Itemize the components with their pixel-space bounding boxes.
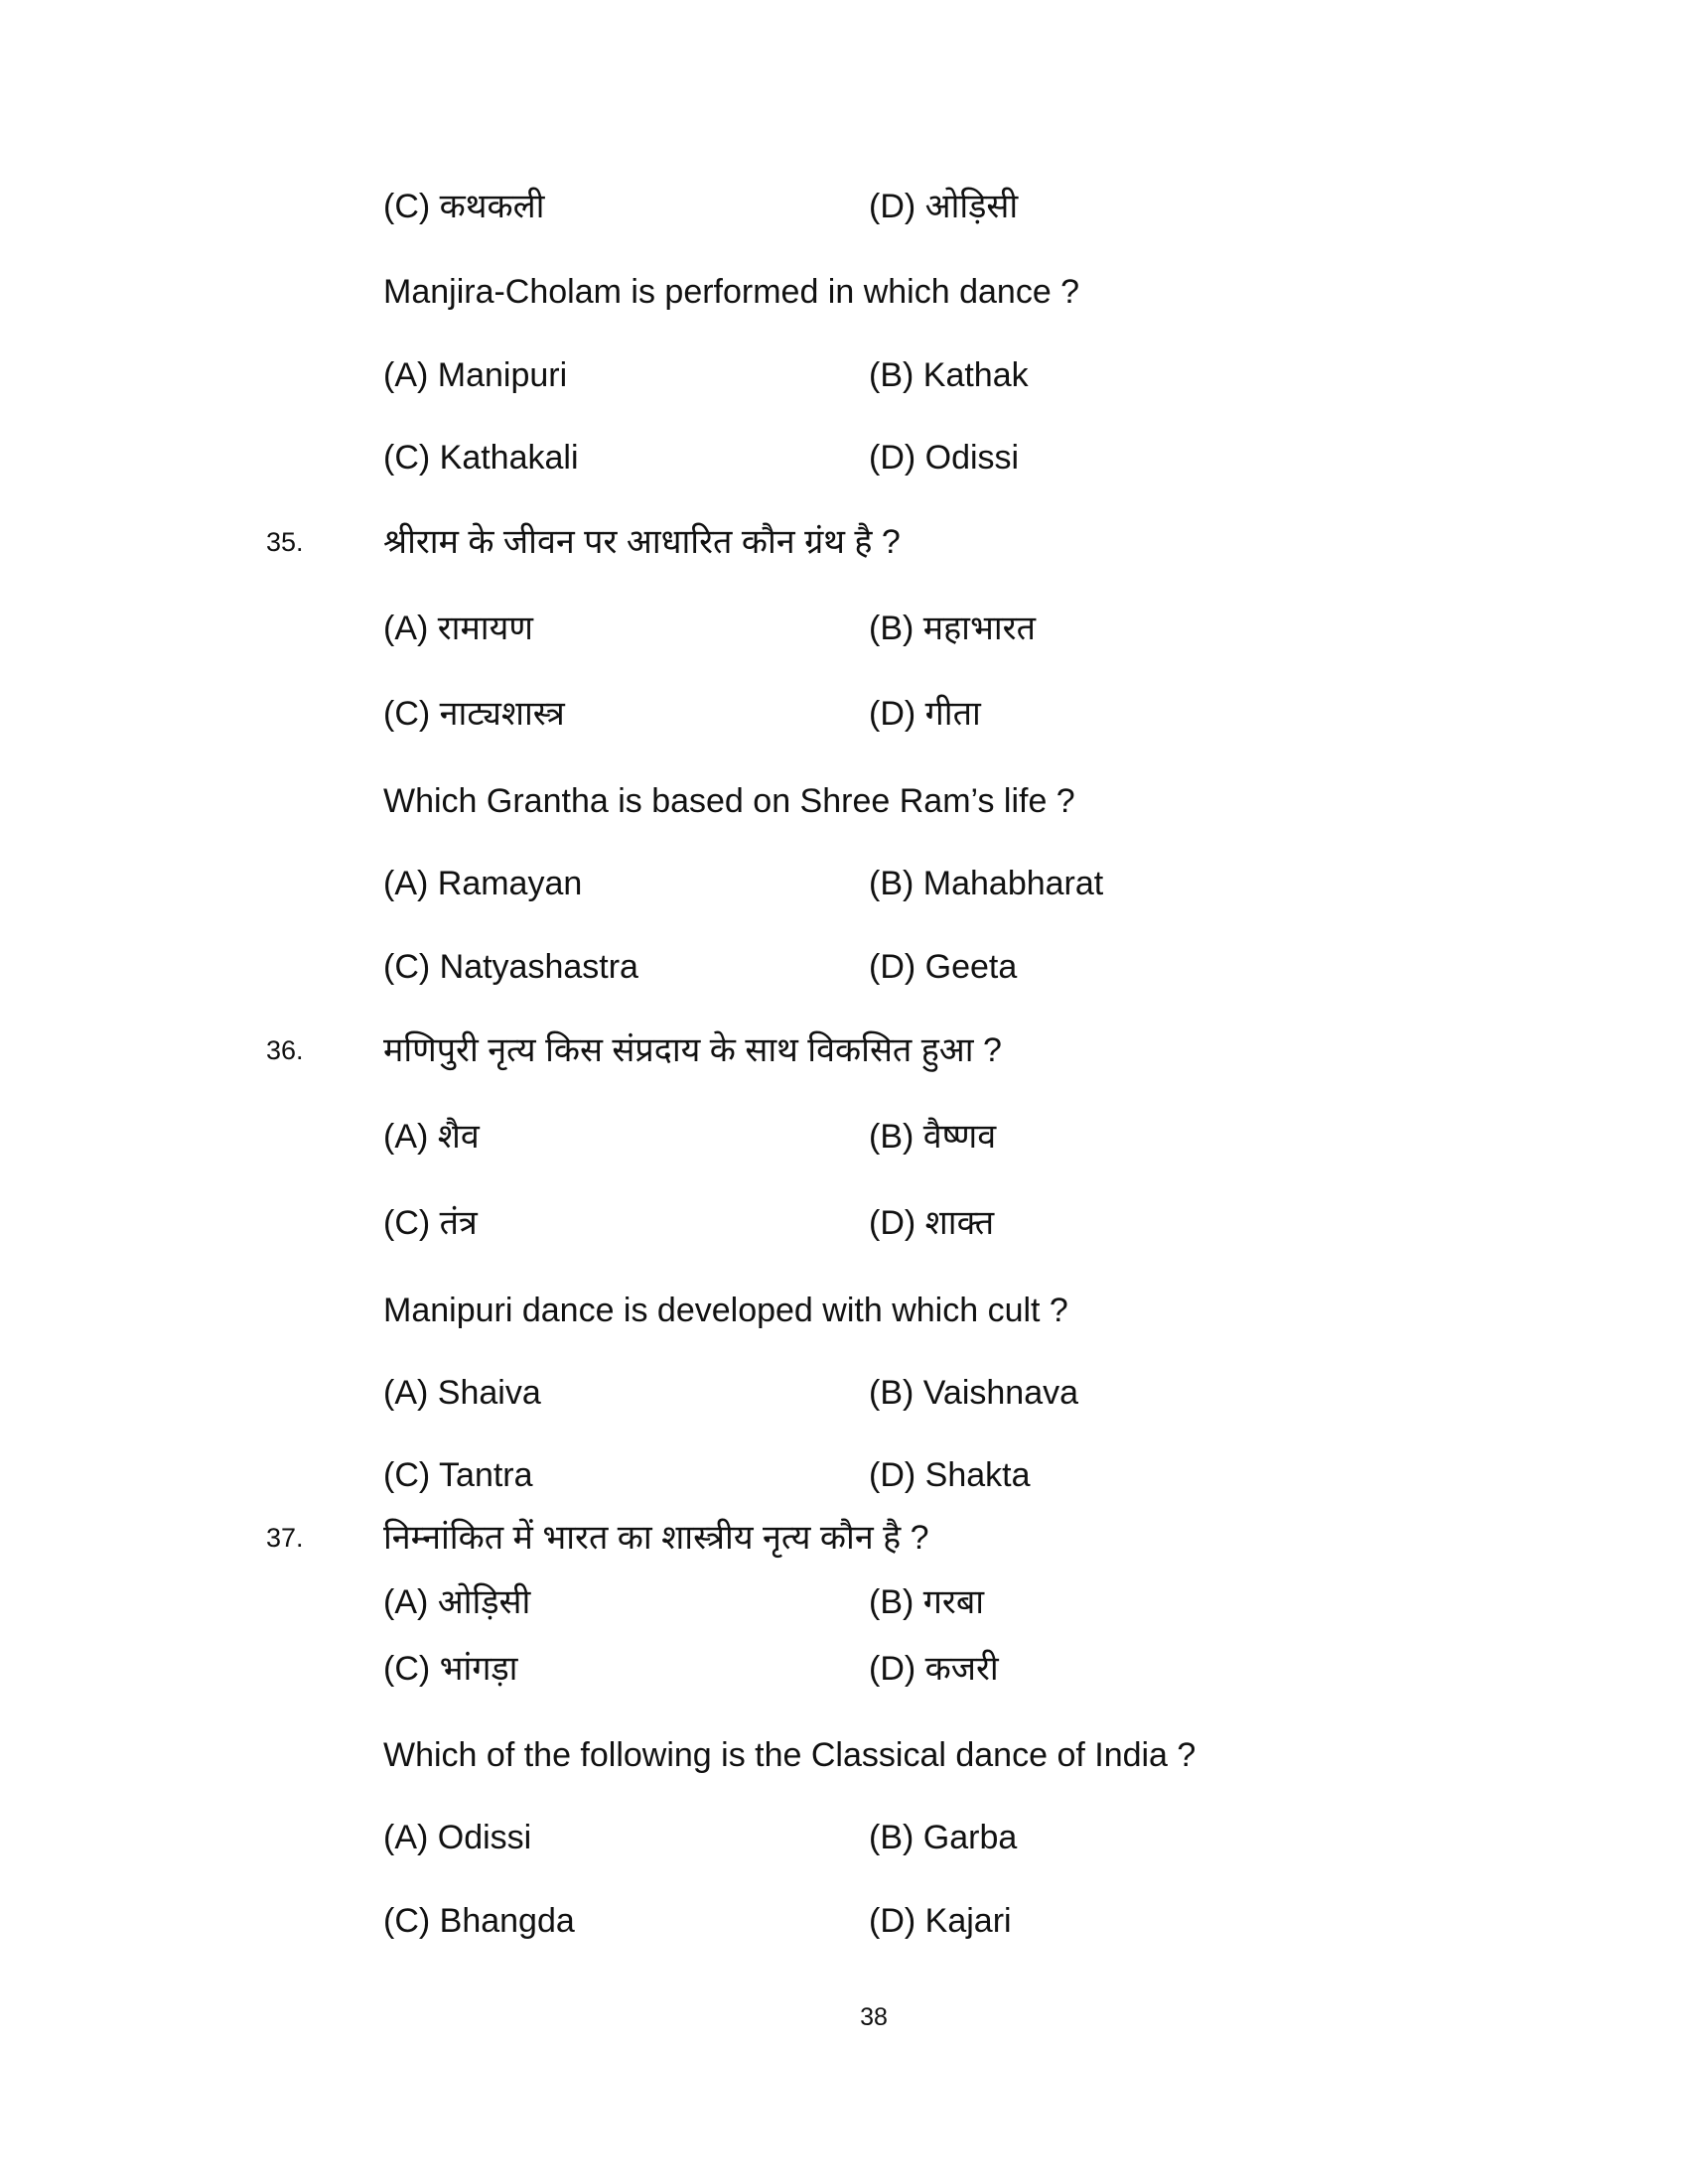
- option-left: (A) शैव: [383, 1118, 480, 1156]
- option-right: (B) वैष्णव: [869, 1118, 997, 1156]
- option-left: (A) Manipuri: [383, 356, 568, 394]
- option-right: (D) ओड़िसी: [869, 188, 1019, 225]
- option-right: (B) महाभारत: [869, 610, 1036, 647]
- option-right: (B) Mahabharat: [869, 865, 1104, 902]
- option-left: (A) ओड़िसी: [383, 1583, 531, 1621]
- page-number: 38: [860, 2003, 888, 2031]
- question-number: 37.: [266, 1523, 304, 1553]
- question-text: Which of the following is the Classical dance of India ?: [383, 1736, 1196, 1774]
- option-right: (D) Odissi: [869, 439, 1020, 477]
- option-left: (A) Odissi: [383, 1819, 532, 1856]
- option-right: (B) Vaishnava: [869, 1374, 1079, 1412]
- option-right: (D) Geeta: [869, 948, 1018, 986]
- question-text: Manipuri dance is developed with which cult ?: [383, 1292, 1068, 1329]
- question-text: Which Grantha is based on Shree Ram’s life ?: [383, 782, 1075, 820]
- option-left: (A) रामायण: [383, 610, 533, 647]
- option-left: (C) Bhangda: [383, 1902, 575, 1940]
- option-left: (C) भांगड़ा: [383, 1650, 518, 1688]
- option-left: (C) Natyashastra: [383, 948, 638, 986]
- option-right: (B) Kathak: [869, 356, 1029, 394]
- question-text: निम्नांकित में भारत का शास्त्रीय नृत्य कौन है ?: [383, 1519, 929, 1557]
- option-left: (C) कथकली: [383, 188, 545, 225]
- question-text: मणिपुरी नृत्य किस संप्रदाय के साथ विकसित हुआ ?: [383, 1031, 1002, 1069]
- option-right: (D) कजरी: [869, 1650, 999, 1688]
- question-text: Manjira-Cholam is performed in which dance ?: [383, 273, 1080, 311]
- option-right: (D) गीता: [869, 695, 981, 733]
- question-number: 35.: [266, 527, 304, 557]
- option-right: (D) Kajari: [869, 1902, 1012, 1940]
- option-right: (B) गरबा: [869, 1583, 985, 1621]
- question-text: श्रीराम के जीवन पर आधारित कौन ग्रंथ है ?: [383, 523, 901, 561]
- option-right: (B) Garba: [869, 1819, 1018, 1856]
- option-left: (C) तंत्र: [383, 1204, 478, 1242]
- option-left: (C) Kathakali: [383, 439, 579, 477]
- option-right: (D) शाक्त: [869, 1204, 995, 1242]
- question-number: 36.: [266, 1035, 304, 1065]
- option-left: (C) Tantra: [383, 1456, 533, 1494]
- option-left: (A) Ramayan: [383, 865, 583, 902]
- option-right: (D) Shakta: [869, 1456, 1031, 1494]
- option-left: (C) नाट्यशास्त्र: [383, 695, 565, 733]
- option-left: (A) Shaiva: [383, 1374, 541, 1412]
